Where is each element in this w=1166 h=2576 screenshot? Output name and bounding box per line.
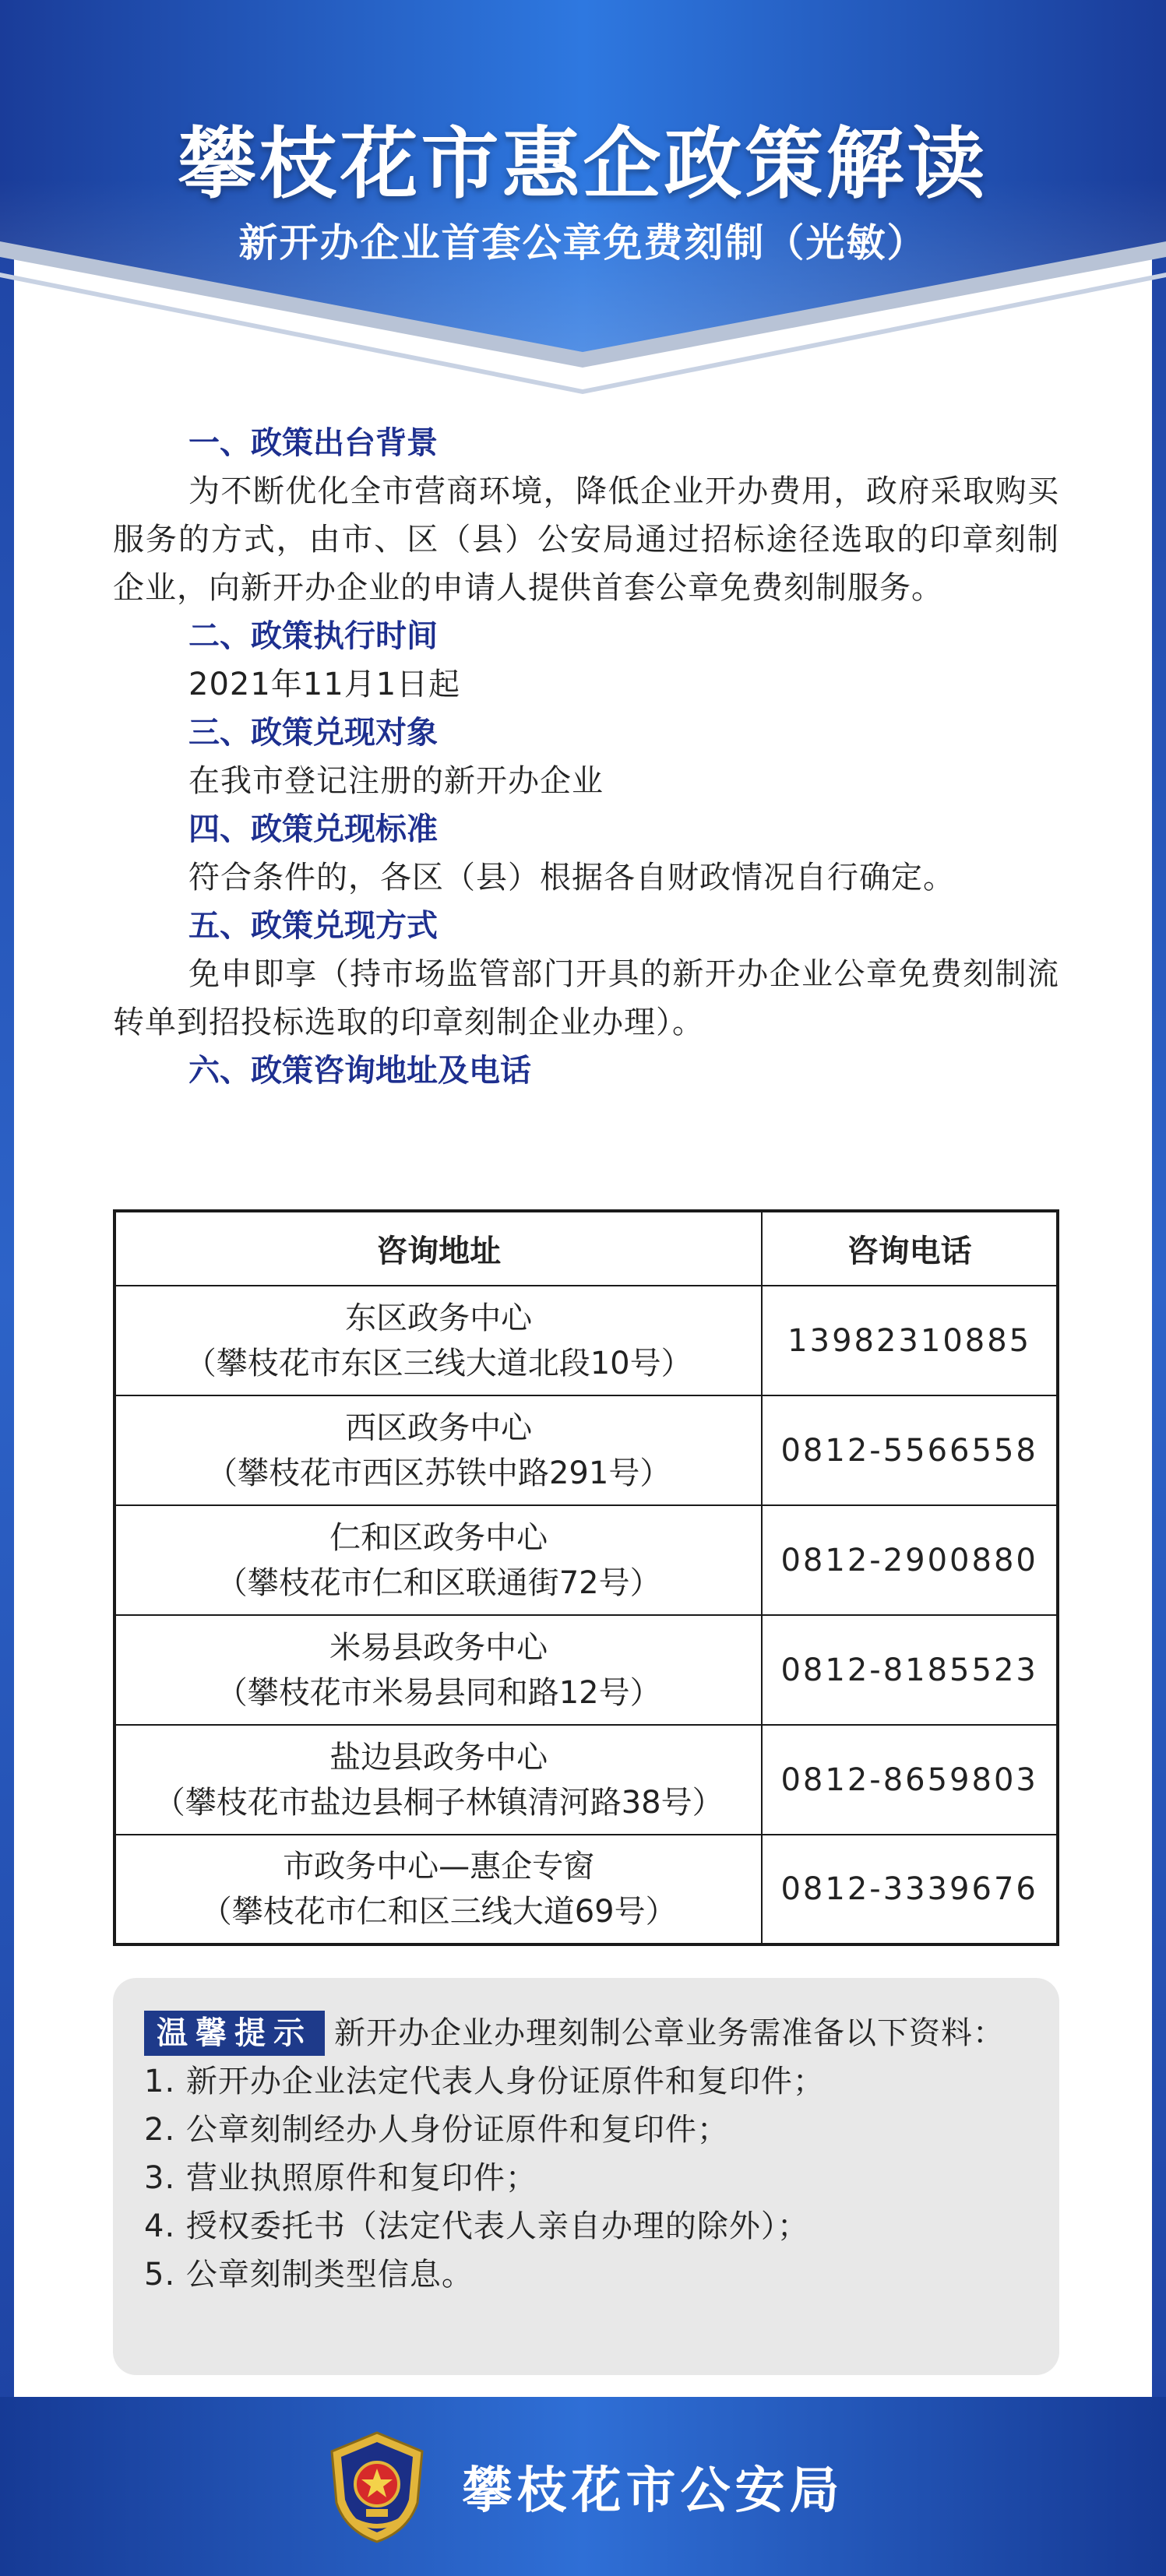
column-header-phone: 咨询电话: [762, 1211, 1058, 1286]
office-name: 仁和区政务中心: [329, 1519, 548, 1556]
office-address: （攀枝花市米易县同和路12号）: [216, 1674, 661, 1711]
tips-item: 5. 公章刻制类型信息。: [144, 2257, 474, 2293]
table-row: [114, 1615, 1058, 1725]
tips-box: [113, 1978, 1059, 2375]
office-name: 米易县政务中心: [329, 1629, 548, 1666]
column-header-address: 咨询地址: [114, 1211, 762, 1286]
header-banner: [0, 0, 1166, 405]
office-address: （攀枝花市仁和区联通街72号）: [216, 1564, 661, 1601]
office-address: （攀枝花市盐边县桐子林镇清河路38号）: [153, 1784, 724, 1821]
table-row: [114, 1835, 1058, 1944]
tips-intro: 新开办企业办理刻制公章业务需准备以下资料：: [334, 2015, 1005, 2051]
office-name: 西区政务中心: [345, 1409, 533, 1446]
section-heading-background: 一、政策出台背景: [188, 425, 438, 461]
table-row: [114, 1505, 1058, 1615]
page-subtitle: 新开办企业首套公章免费刻制（光敏）: [238, 220, 928, 266]
footer-org-name: 攀枝花市公安局: [462, 2462, 844, 2520]
tips-intro-line: [144, 2009, 1028, 2057]
office-name: 东区政务中心: [345, 1300, 533, 1336]
address-cell: [114, 1286, 762, 1395]
section-text-standard: 符合条件的，各区（县）根据各自财政情况自行确定。: [188, 860, 955, 896]
office-address: （攀枝花市仁和区三线大道69号）: [200, 1894, 677, 1930]
office-address: （攀枝花市东区三线大道北段10号）: [185, 1345, 692, 1381]
table-row: [114, 1286, 1058, 1395]
tips-item: 2. 公章刻制经办人身份证原件和复印件；: [144, 2112, 729, 2148]
section-heading-method: 五、政策兑现方式: [188, 908, 438, 944]
tips-item: 4. 授权委托书（法定代表人亲自办理的除外）；: [144, 2208, 809, 2244]
address-cell: [114, 1505, 762, 1615]
address-cell: [114, 1835, 762, 1944]
contact-table-wrapper: [113, 1209, 1059, 1946]
phone-cell: 0812-8185523: [762, 1615, 1058, 1725]
section-heading-time: 二、政策执行时间: [188, 618, 438, 654]
address-cell: [114, 1615, 762, 1725]
tips-item: 3. 营业执照原件和复印件；: [144, 2160, 537, 2196]
footer-banner: [0, 2397, 1166, 2576]
phone-cell: 0812-3339676: [762, 1835, 1058, 1944]
section-heading-standard: 四、政策兑现标准: [188, 811, 438, 847]
tips-item: 1. 新开办企业法定代表人身份证原件和复印件；: [144, 2064, 825, 2099]
address-cell: [114, 1395, 762, 1505]
section-text-time: 2021年11月1日起: [188, 667, 461, 702]
phone-cell: 0812-5566558: [762, 1395, 1058, 1505]
address-cell: [114, 1725, 762, 1835]
page-title: 攀枝花市惠企政策解读: [178, 118, 988, 209]
phone-cell: 13982310885: [762, 1286, 1058, 1395]
policy-content: [113, 419, 1059, 1095]
tips-badge: 温馨提示: [144, 2011, 325, 2056]
phone-cell: 0812-2900880: [762, 1505, 1058, 1615]
office-address: （攀枝花市西区苏铁中路291号）: [206, 1455, 671, 1491]
section-text-background: 为不断优化全市营商环境，降低企业开办费用，政府采取购买服务的方式，由市、区（县）公安局通过招标途径选取的印章刻制企业，向新开办企业的申请人提供首套公章免费刻制服务。: [113, 473, 1059, 606]
section-text-method: 免申即享（持市场监管部门开具的新开办企业公章免费刻制流转单到招投标选取的印章刻制企业办理）。: [113, 956, 1059, 1040]
contact-table: [113, 1209, 1059, 1946]
phone-cell: 0812-8659803: [762, 1725, 1058, 1835]
section-heading-target: 三、政策兑现对象: [188, 715, 438, 751]
office-name: 市政务中心—惠企专窗: [283, 1849, 595, 1884]
office-name: 盐边县政务中心: [329, 1739, 548, 1775]
table-header-row: [114, 1211, 1058, 1286]
section-text-target: 在我市登记注册的新开办企业: [188, 763, 604, 799]
table-row: [114, 1395, 1058, 1505]
table-row: [114, 1725, 1058, 1835]
section-heading-contact: 六、政策咨询地址及电话: [188, 1053, 531, 1089]
police-emblem-icon: [322, 2428, 432, 2545]
